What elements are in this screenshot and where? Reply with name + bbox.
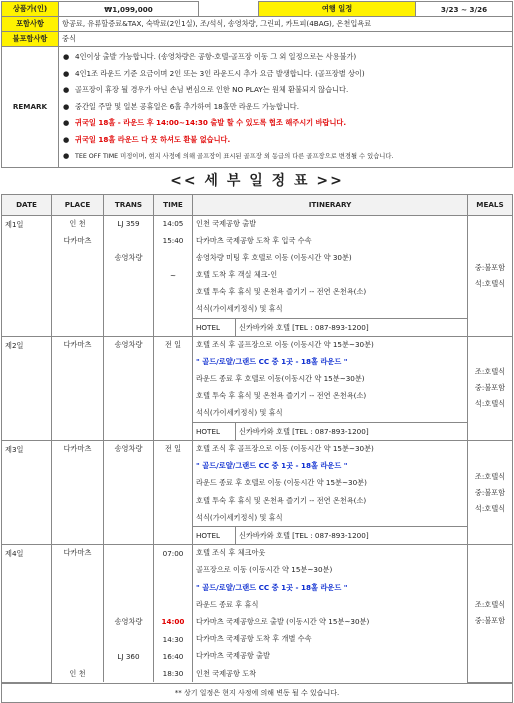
hotel-value: 신카바카와 호텔 [TEL : 087-893-1200] (236, 319, 468, 336)
remark-text: TEE OFF TIME 미정이며, 현지 사정에 의해 골프장이 표시된 골프장 외 동급의 다른 골프장으로 변경될 수 있습니다. (75, 153, 394, 160)
hotel-cell (193, 422, 468, 440)
cell-time: 전 일 (154, 440, 193, 457)
itinerary-row (2, 336, 513, 353)
cell-trans: 송영차량 (104, 336, 154, 353)
excluded-label: 불포함사항 (2, 32, 59, 47)
remark-item (63, 148, 508, 165)
bullet-icon: ● (63, 118, 70, 127)
cell-place (52, 267, 104, 284)
included-value: 항공료, 유류할증료&TAX, 숙박료(2인1실), 조/석식, 송영차량, 그린피, 카트피(4BAG), 온천입욕료 (59, 17, 513, 32)
cell-time (154, 405, 193, 422)
cell-itinerary: 다카마츠 국제공항 출발 (193, 648, 468, 665)
cell-time (154, 596, 193, 613)
cell-itinerary: 다카마츠 국제공항 도착 후 입국 수속 (193, 232, 468, 249)
cell-itinerary: 다카마츠 국제공항으로 출발 (이동시간 약 15분~30분) (193, 613, 468, 630)
cell-itinerary: 석식(가이세키정식) 및 휴식 (193, 301, 468, 318)
cell-itinerary: 호텔 투숙 후 휴식 및 온천욕 즐기기 -- 전연 온천욕(소) (193, 388, 468, 405)
itinerary-document (1, 1, 513, 703)
cell-itinerary: 인천 국제공항 도착 (193, 665, 468, 682)
remark-label: REMARK (2, 47, 59, 168)
meal-item: 석:호텔식 (474, 399, 506, 409)
footer-table (1, 683, 513, 703)
hotel-label: HOTEL (196, 322, 220, 332)
cell-itinerary: " 골드/로얄/그랜드 CC 중 1곳 - 18홀 라운드 " (193, 579, 468, 596)
cell-itinerary: 다카마츠 국제공항 도착 후 개별 수속 (193, 631, 468, 648)
schedule-label: 여행 일정 (259, 2, 416, 17)
hotel-row (2, 526, 513, 544)
cell-itinerary: 인천 국제공항 출발 (193, 215, 468, 232)
cell-itinerary: 호텔 조식 후 체크아웃 (193, 545, 468, 562)
cell-time (154, 249, 193, 266)
hotel-cell (193, 318, 468, 336)
hotel-row (2, 422, 513, 440)
cell-time (154, 492, 193, 509)
cell-place (52, 648, 104, 665)
cell-place (52, 562, 104, 579)
cell-trans (104, 284, 154, 301)
cell-place: 다카마츠 (52, 336, 104, 353)
hotel-label: HOTEL (196, 426, 220, 436)
cell-time: 15:40 (154, 232, 193, 249)
cell-trans (104, 562, 154, 579)
itinerary-row (2, 388, 513, 405)
remark-item (63, 115, 508, 132)
cell-trans (104, 631, 154, 648)
bullet-icon: ● (63, 151, 70, 160)
cell-trans (104, 267, 154, 284)
itinerary-row (2, 613, 513, 630)
hotel-cell (193, 526, 468, 544)
cell-place (52, 631, 104, 648)
cell-place (52, 475, 104, 492)
cell-trans (104, 405, 154, 422)
remark-text: 4인이상 출발 가능합니다. (송영차량은 공항-호텔-골프장 이동 그 외 일정으로는 사용불가) (75, 52, 357, 61)
itinerary-row (2, 371, 513, 388)
cell-itinerary: 석식(가이세키정식) 및 휴식 (193, 509, 468, 526)
itinerary-row (2, 354, 513, 371)
remark-item (63, 66, 508, 83)
day-label: 제1일 (2, 215, 52, 336)
cell-trans (104, 371, 154, 388)
col-place: PLACE (52, 194, 104, 215)
col-trans: TRANS (104, 194, 154, 215)
cell-itinerary: 석식(가이세키정식) 및 휴식 (193, 405, 468, 422)
col-meals: MEALS (468, 194, 513, 215)
cell-trans (104, 354, 154, 371)
meal-item: 중:불포함 (474, 262, 506, 272)
itinerary-row (2, 405, 513, 422)
itinerary-row (2, 631, 513, 648)
hotel-value: 신카바카와 호텔 [TEL : 087-893-1200] (236, 423, 468, 440)
cell-place (52, 301, 104, 318)
cell-time: 14:05 (154, 215, 193, 232)
itinerary-table (1, 194, 513, 683)
cell-time: 18:30 (154, 665, 193, 682)
day-label: 제3일 (2, 440, 52, 544)
cell-time (154, 301, 193, 318)
remark-item (63, 49, 508, 66)
meal-item: 중:불포함 (474, 616, 506, 626)
itinerary-row (2, 215, 513, 232)
cell-time: 14:00 (154, 613, 193, 630)
remark-text: 4인1조 라운드 기준 요금이며 2인 또는 3인 라운드시 추가 요금 발생합니다. (골프장별 상이) (75, 68, 365, 78)
meal-item: 석:호텔식 (474, 278, 506, 288)
col-itinerary: ITINERARY (193, 194, 468, 215)
cell-time: 전 일 (154, 336, 193, 353)
cell-place: 인 천 (52, 665, 104, 682)
cell-trans (104, 232, 154, 249)
itinerary-row (2, 284, 513, 301)
meal-item: 석:호텔식 (474, 503, 506, 513)
footer-note: ** 상기 일정은 현지 사정에 의해 변동 될 수 있습니다. (2, 683, 513, 702)
cell-place (52, 613, 104, 630)
cell-place (52, 284, 104, 301)
cell-time: 14:30 (154, 631, 193, 648)
meal-item: 조:호텔식 (474, 471, 506, 481)
cell-place (52, 354, 104, 371)
col-time: TIME (154, 194, 193, 215)
bullet-icon: ● (63, 101, 70, 111)
cell-place (52, 388, 104, 405)
hotel-label: HOTEL (196, 530, 220, 540)
itinerary-row (2, 596, 513, 613)
cell-place: 다카마츠 (52, 232, 104, 249)
cell-place (52, 579, 104, 596)
cell-itinerary: 호텔 투숙 후 휴식 및 온천욕 즐기기 -- 전연 온천욕(소) (193, 492, 468, 509)
cell-time (154, 371, 193, 388)
itinerary-row (2, 249, 513, 266)
itinerary-row (2, 648, 513, 665)
cell-place (52, 458, 104, 475)
meals-cell (468, 545, 513, 683)
itinerary-row (2, 475, 513, 492)
cell-trans (104, 665, 154, 682)
itinerary-row (2, 232, 513, 249)
cell-trans: LJ 359 (104, 215, 154, 232)
excluded-value: 중식 (59, 32, 513, 47)
itinerary-row (2, 545, 513, 562)
itinerary-row (2, 267, 513, 284)
cell-time (154, 509, 193, 526)
cell-itinerary: 호텔 도착 후 객실 체크-인 (193, 267, 468, 284)
cell-trans (104, 458, 154, 475)
itinerary-row (2, 562, 513, 579)
included-label: 포함사항 (2, 17, 59, 32)
cell-trans: 송영차량 (104, 440, 154, 457)
remark-text: 골프장이 휴장 될 경우가 아닌 손님 변심으로 인한 NO PLAY는 원체 환불되지 않습니다. (75, 85, 349, 94)
cell-trans (104, 545, 154, 562)
cell-trans (104, 492, 154, 509)
bullet-icon: ● (63, 134, 70, 144)
meal-item: 조:호텔식 (474, 600, 506, 610)
cell-itinerary: 골프장으로 이동 (이동시간 약 15분~30분) (193, 562, 468, 579)
bullet-icon: ● (63, 85, 70, 94)
remark-item (63, 99, 508, 116)
remark-text: 귀국일 18홀 - 라운드 후 14:00~14:30 출발 할 수 있도록 협조 해주시기 바랍니다. (75, 118, 347, 127)
cell-itinerary: 호텔 투숙 후 휴식 및 온천욕 즐기기 -- 전연 온천욕(소) (193, 284, 468, 301)
cell-place: 인 천 (52, 215, 104, 232)
cell-trans (104, 579, 154, 596)
meals-cell (468, 215, 513, 336)
itinerary-row (2, 509, 513, 526)
cell-trans: LJ 360 (104, 648, 154, 665)
cell-place: 다카마츠 (52, 440, 104, 457)
cell-trans: 송영차량 (104, 613, 154, 630)
itinerary-header (2, 194, 513, 215)
cell-time: 16:40 (154, 648, 193, 665)
cell-itinerary: 호텔 조식 후 골프장으로 이동 (이동시간 약 15분~30분) (193, 440, 468, 457)
cell-trans: 송영차량 (104, 249, 154, 266)
price-value: ₩1,099,000 (59, 2, 199, 17)
meal-item: 중:불포함 (474, 487, 506, 497)
cell-time (154, 579, 193, 596)
day-label: 제2일 (2, 336, 52, 440)
cell-place (52, 249, 104, 266)
cell-trans (104, 509, 154, 526)
cell-time: ~ (154, 267, 193, 284)
cell-time (154, 354, 193, 371)
cell-itinerary: 라운드 종료 후 호텔로 이동 (이동시간 약 15분~30분) (193, 475, 468, 492)
itinerary-row (2, 458, 513, 475)
cell-itinerary: " 골드/로얄/그랜드 CC 중 1곳 - 18홀 라운드 " (193, 458, 468, 475)
detail-title: << 세 부 일 정 표 >> (170, 172, 344, 189)
remark-text: 귀국일 18홀 라운드 다 못 하셔도 환불 없습니다. (75, 134, 231, 144)
cell-trans (104, 475, 154, 492)
cell-place: 다카마츠 (52, 545, 104, 562)
itinerary-row (2, 665, 513, 682)
summary-table (1, 1, 513, 168)
itinerary-row (2, 492, 513, 509)
cell-itinerary: 라운드 종료 후 호텔로 이동(이동시간 약 15분~30분) (193, 371, 468, 388)
cell-place (52, 492, 104, 509)
hotel-row (2, 318, 513, 336)
remark-item (63, 132, 508, 149)
cell-trans (104, 388, 154, 405)
bullet-icon: ● (63, 68, 70, 78)
cell-time: 07:00 (154, 545, 193, 562)
hotel-value: 신카바카와 호텔 [TEL : 087-893-1200] (236, 527, 468, 544)
itinerary-row (2, 301, 513, 318)
cell-place (52, 405, 104, 422)
cell-trans (104, 596, 154, 613)
cell-itinerary: 송영차량 미팅 후 호텔로 이동 (이동시간 약 30분) (193, 249, 468, 266)
day-label: 제4일 (2, 545, 52, 683)
bullet-icon: ● (63, 52, 70, 61)
cell-trans (104, 301, 154, 318)
col-date: DATE (2, 194, 52, 215)
meals-cell (468, 336, 513, 440)
cell-time (154, 475, 193, 492)
cell-place (52, 509, 104, 526)
price-label: 상품가(인) (2, 2, 59, 17)
cell-itinerary: " 골드/로얄/그랜드 CC 중 1곳 - 18홀 라운드 " (193, 354, 468, 371)
cell-itinerary: 호텔 조식 후 골프장으로 이동 (이동시간 약 15분~30분) (193, 336, 468, 353)
meals-cell (468, 440, 513, 544)
cell-time (154, 458, 193, 475)
meal-item: 조:호텔식 (474, 367, 506, 377)
remark-list (59, 47, 513, 168)
meal-item: 중:불포함 (474, 383, 506, 393)
itinerary-row (2, 579, 513, 596)
cell-itinerary: 라운드 종료 후 휴식 (193, 596, 468, 613)
cell-place (52, 371, 104, 388)
itinerary-row (2, 440, 513, 457)
schedule-value: 3/23 ~ 3/26 (416, 2, 513, 17)
cell-place (52, 596, 104, 613)
remark-text: 중간일 주말 및 일본 공휴일은 6홀 추가하여 18홀만 라운드 가능합니다. (75, 101, 300, 111)
cell-time (154, 388, 193, 405)
cell-time (154, 562, 193, 579)
remark-item (63, 82, 508, 99)
cell-time (154, 284, 193, 301)
